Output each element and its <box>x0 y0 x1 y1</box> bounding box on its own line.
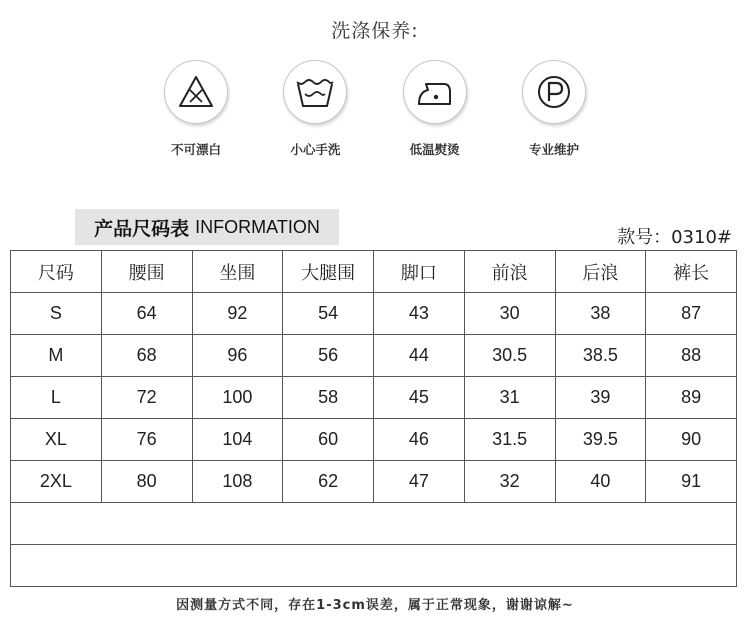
table-cell: 80 <box>101 461 192 503</box>
table-cell: 2XL <box>11 461 102 503</box>
care-label-professional-care: 专业维护 <box>528 142 579 157</box>
table-row <box>11 335 737 377</box>
table-cell: 45 <box>374 377 465 419</box>
header-cell: 裤长 <box>646 251 737 293</box>
table-cell: 64 <box>101 293 192 335</box>
care-icons-row <box>150 60 600 158</box>
table-cell: 104 <box>192 419 283 461</box>
table-cell: L <box>11 377 102 419</box>
table-cell: 46 <box>374 419 465 461</box>
care-item-low-temp-iron <box>389 60 481 158</box>
header-cell: 前浪 <box>464 251 555 293</box>
table-cell: 88 <box>646 335 737 377</box>
care-title: 洗涤保养: <box>331 20 419 42</box>
table-cell: 87 <box>646 293 737 335</box>
table-cell: 58 <box>283 377 374 419</box>
professional-care-icon <box>522 60 586 124</box>
care-label-no-bleach: 不可漂白 <box>170 142 221 157</box>
table-cell: 39 <box>555 377 646 419</box>
low-temp-iron-icon <box>403 60 467 124</box>
table-blank-row <box>11 545 737 587</box>
table-cell: 72 <box>101 377 192 419</box>
table-cell: 43 <box>374 293 465 335</box>
table-cell: 38.5 <box>555 335 646 377</box>
header-cell: 坐围 <box>192 251 283 293</box>
table-cell: 56 <box>283 335 374 377</box>
table-cell: 31 <box>464 377 555 419</box>
size-table <box>10 250 737 587</box>
table-cell: 60 <box>283 419 374 461</box>
header-cell: 后浪 <box>555 251 646 293</box>
table-cell: 39.5 <box>555 419 646 461</box>
care-label-low-temp-iron: 低温熨烫 <box>409 142 460 157</box>
table-row <box>11 461 737 503</box>
table-row <box>11 419 737 461</box>
header-cell: 脚口 <box>374 251 465 293</box>
table-cell: 91 <box>646 461 737 503</box>
banner-title-cn: 产品尺码表 <box>94 217 190 240</box>
table-cell: 68 <box>101 335 192 377</box>
table-cell: XL <box>11 419 102 461</box>
header-cell: 腰围 <box>101 251 192 293</box>
table-cell: 30 <box>464 293 555 335</box>
care-item-hand-wash <box>269 60 361 158</box>
table-row <box>11 293 737 335</box>
table-cell: M <box>11 335 102 377</box>
header-cell: 大腿围 <box>283 251 374 293</box>
size-chart-banner <box>75 209 339 245</box>
hand-wash-icon <box>283 60 347 124</box>
table-cell: 100 <box>192 377 283 419</box>
header-cell: 尺码 <box>11 251 102 293</box>
table-cell: 31.5 <box>464 419 555 461</box>
banner-title-en: INFORMATION <box>195 216 320 237</box>
table-cell: 76 <box>101 419 192 461</box>
table-cell: 32 <box>464 461 555 503</box>
table-cell: 92 <box>192 293 283 335</box>
no-bleach-icon <box>164 60 228 124</box>
table-row <box>11 377 737 419</box>
table-cell: 90 <box>646 419 737 461</box>
measurement-note: 因测量方式不同，存在1-3cm误差，属于正常现象，谢谢谅解~ <box>176 598 574 613</box>
table-cell: 38 <box>555 293 646 335</box>
style-number: 款号：0310# <box>617 227 732 248</box>
table-cell: 44 <box>374 335 465 377</box>
table-cell: S <box>11 293 102 335</box>
table-cell: 54 <box>283 293 374 335</box>
table-header-row <box>11 251 737 293</box>
table-cell: 47 <box>374 461 465 503</box>
table-blank-row <box>11 503 737 545</box>
table-cell: 96 <box>192 335 283 377</box>
care-item-no-bleach <box>150 60 242 158</box>
care-item-professional-care <box>508 60 600 158</box>
table-cell: 89 <box>646 377 737 419</box>
care-label-hand-wash: 小心手洗 <box>290 142 341 157</box>
table-cell: 40 <box>555 461 646 503</box>
table-cell: 108 <box>192 461 283 503</box>
table-cell: 62 <box>283 461 374 503</box>
table-cell: 30.5 <box>464 335 555 377</box>
